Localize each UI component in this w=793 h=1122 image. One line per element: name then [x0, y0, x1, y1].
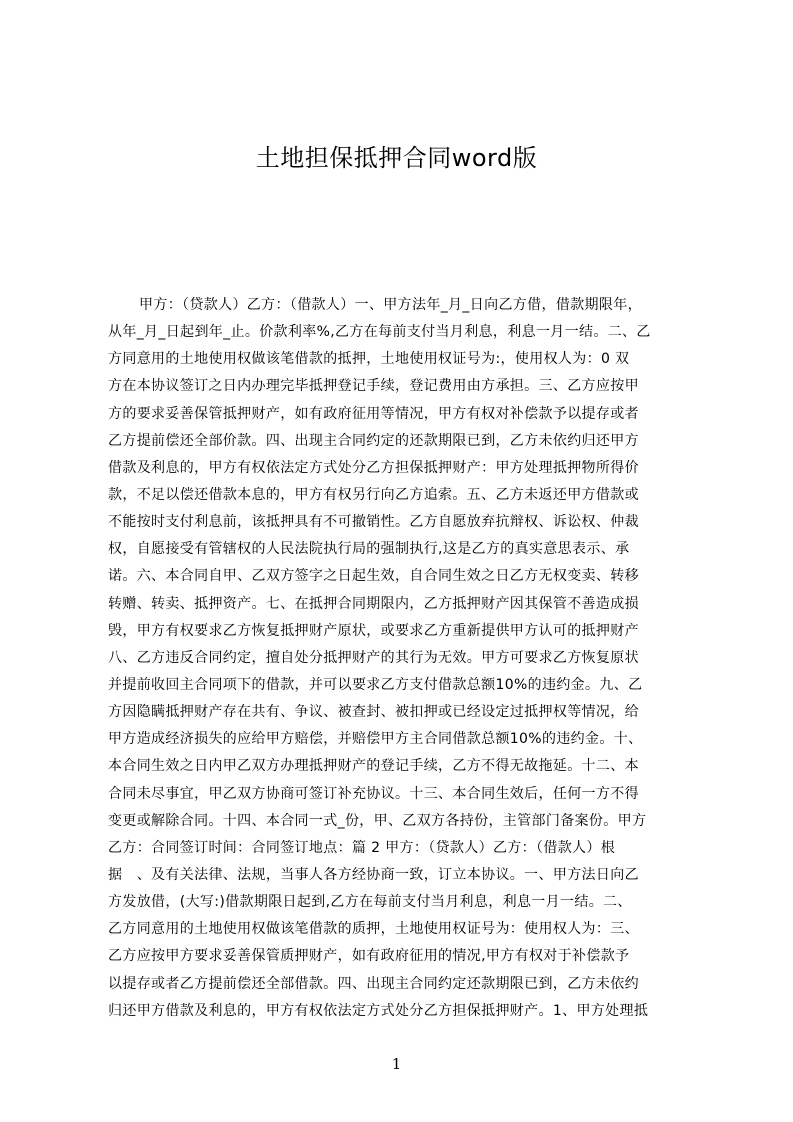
body-line: 方因隐瞒抵押财产存在共有、争议、被查封、被扣押或已经设定过抵押权等情况，给	[108, 704, 639, 721]
body-line: 乙方提前偿还全部价款。四、出现主合同约定的还款期限已到，乙方未依约归还甲方	[108, 432, 639, 449]
body-line: 方发放借，(大写:)借款期限日起到,乙方在每前支付当月利息，利息一月一结。二、	[108, 894, 632, 911]
body-line: 并提前收回主合同项下的借款，并可以要求乙方支付借款总额10%的违约金。九、乙	[108, 676, 643, 693]
body-line: 八、乙方违反合同约定，擅自处分抵押财产的其行为无效。甲方可要求乙方恢复原状	[108, 649, 639, 666]
body-line: 乙方：合同签订时间：合同签订地点：篇 2 甲方：（贷款人）乙方：（借款人）根	[108, 839, 616, 856]
body-line: 据 、及有关法律、法规，当事人各方经协商一致，订立本协议。一、甲方法日向乙	[108, 866, 639, 883]
body-line: 转赠、转卖、抵押资产。七、在抵押合同期限内，乙方抵押财产因其保管不善造成损	[108, 595, 639, 612]
body-line: 甲方：（贷款人）乙方：（借款人）一、甲方法年_月_日向乙方借，借款期限年，	[139, 297, 642, 313]
body-line: 不能按时支付利息前，该抵押具有不可撤销性。乙方自愿放弃抗辩权、诉讼权、仲裁	[108, 514, 639, 531]
body-line: 乙方同意用的土地使用权做该笔借款的质押，土地使用权证号为：使用权人为：三、	[108, 921, 639, 938]
body-line: 毁，甲方有权要求乙方恢复抵押财产原状，或要求乙方重新提供甲方认可的抵押财产	[108, 622, 639, 639]
body-line: 变更或解除合同。十四、本合同一式_份，甲、乙双方各持份，主管部门备案份。甲方	[108, 812, 647, 829]
body-line: 合同未尽事宜，甲乙双方协商可签订补充协议。十三、本合同生效后，任何一方不得	[108, 785, 639, 802]
body-line: 方的要求妥善保管抵押财产，如有政府征用等情况，甲方有权对补偿款予以提存或者	[108, 405, 639, 422]
body-line: 本合同生效之日内甲乙双方办理抵押财产的登记手续，乙方不得无故拖延。十二、本	[108, 758, 639, 775]
body-line: 方在本协议签订之日内办理完毕抵押登记手续，登记费用由方承担。三、乙方应按甲	[108, 378, 639, 395]
body-line: 诺。六、本合同自甲、乙双方签字之日起生效，自合同生效之日乙方无权变卖、转移	[108, 568, 639, 585]
body-line: 乙方应按甲方要求妥善保管质押财产，如有政府征用的情况,甲方有权对于补偿款予	[108, 948, 630, 965]
body-line: 归还甲方借款及利息的，甲方有权依法定方式处分乙方担保抵押财产。1、甲方处理抵	[108, 1002, 649, 1019]
body-line: 权，自愿接受有管辖权的人民法院执行局的强制执行,这是乙方的真实意思表示、承	[108, 541, 630, 558]
document-title: 土地担保抵押合同word版	[255, 144, 538, 172]
body-line: 以提存或者乙方提前偿还全部借款。四、出现主合同约定还款期限已到，乙方未依约	[108, 975, 639, 992]
body-line: 方同意用的土地使用权做该笔借款的抵押，土地使用权证号为:，使用权人为：0 双	[108, 351, 630, 368]
body-line: 从年_月_日起到年_止。价款利率%,乙方在每前支付当月利息，利息一月一结。二、乙	[108, 324, 651, 341]
page-number: 1	[391, 1055, 402, 1073]
document-body	[108, 292, 698, 1019]
body-line: 款，不足以偿还借款本息的，甲方有权另行向乙方追索。五、乙方未返还甲方借款或	[108, 486, 639, 503]
body-line: 借款及利息的，甲方有权依法定方式处分乙方担保抵押财产：甲方处理抵押物所得价	[108, 459, 639, 476]
body-line: 甲方造成经济损失的应给甲方赔偿，并赔偿甲方主合同借款总额10%的违约金。十、	[108, 731, 643, 748]
